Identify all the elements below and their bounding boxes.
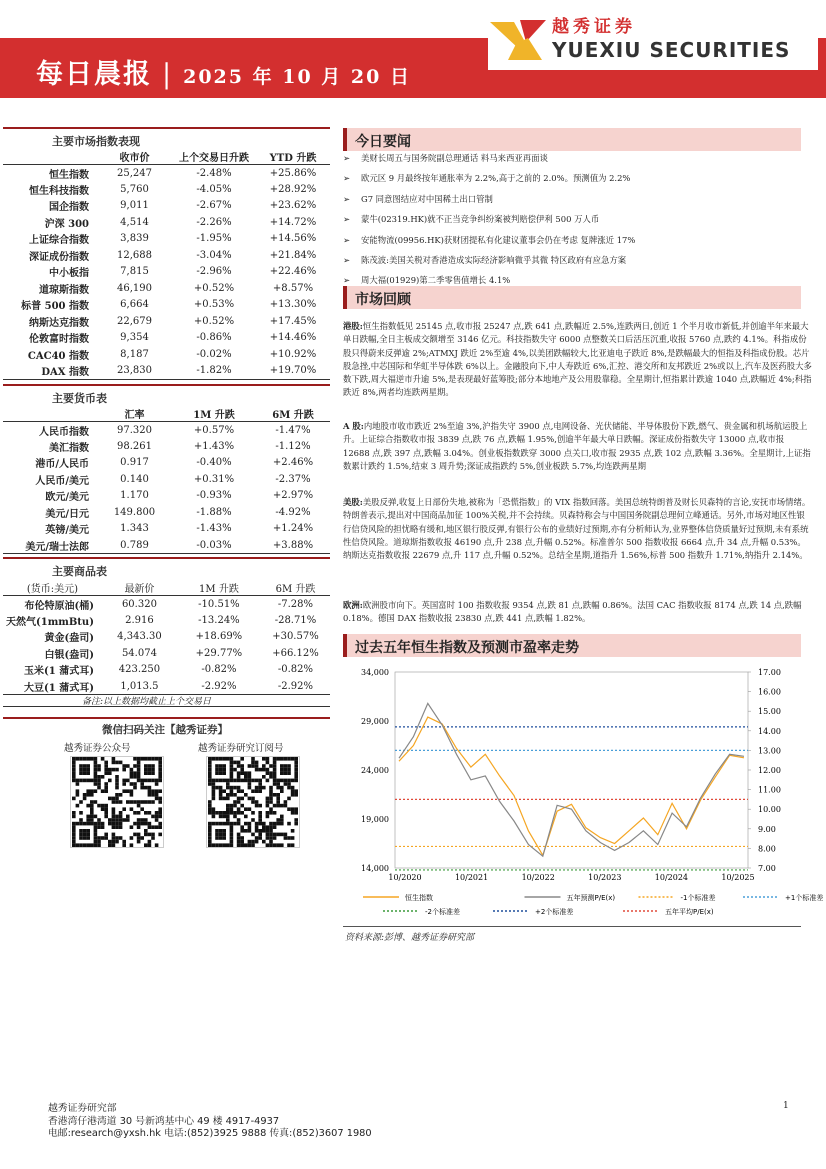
cell-value: 423.250 bbox=[118, 664, 161, 676]
cell-value: +1.24% bbox=[272, 523, 314, 535]
table-row bbox=[3, 612, 330, 629]
col-header: 最新价 bbox=[124, 584, 155, 595]
row-label: 白银(盎司) bbox=[44, 649, 94, 661]
footer-line: 香港湾仔港湾道 30 号新鸿基中心 49 楼 4917-4937 bbox=[48, 1115, 280, 1127]
cell-value: -0.82% bbox=[277, 664, 314, 676]
index-table-title: 主要市场指数表现 bbox=[52, 135, 140, 148]
arrow-bullet-icon: ➢ bbox=[343, 193, 351, 204]
cell-value: -1.95% bbox=[196, 233, 232, 245]
row-label: 英镑/美元 bbox=[45, 525, 89, 537]
col-header: 6M 升跌 bbox=[275, 584, 316, 595]
col-header: 上个交易日升跌 bbox=[179, 153, 249, 164]
chart-header: 过去五年恒生指数及预测市盈率走势 bbox=[343, 634, 801, 657]
table-row bbox=[3, 504, 330, 521]
table-row bbox=[3, 521, 330, 538]
cell-value: +18.69% bbox=[195, 631, 243, 643]
cell-value: -2.37% bbox=[275, 473, 311, 485]
col-header: 汇率 bbox=[124, 410, 145, 421]
table-row bbox=[3, 422, 330, 439]
qr-code-icon[interactable] bbox=[70, 756, 164, 848]
x-tick-label: 10/2024 bbox=[654, 873, 689, 882]
cell-value: 22,679 bbox=[117, 315, 152, 327]
table-row bbox=[3, 264, 330, 281]
news-item[interactable] bbox=[343, 254, 813, 274]
qr-title: 微信扫码关注【越秀证券】 bbox=[102, 724, 228, 736]
arrow-bullet-icon: ➢ bbox=[343, 275, 351, 286]
row-label: 天然气(1mmBtu) bbox=[6, 616, 94, 628]
y-right-tick-label: 12.00 bbox=[758, 766, 781, 775]
cell-value: -1.12% bbox=[275, 440, 311, 452]
y-right-tick-label: 16.00 bbox=[758, 687, 781, 697]
cell-value: +0.31% bbox=[193, 473, 235, 485]
y-right-tick-label: 9.00 bbox=[758, 824, 776, 834]
fx-table bbox=[3, 406, 330, 554]
table-row bbox=[3, 231, 330, 248]
cell-value: +1.43% bbox=[193, 440, 235, 452]
news-text: G7 同意图结应对中国稀土出口管制 bbox=[361, 193, 493, 204]
y-left-tick-label: 14,000 bbox=[361, 864, 389, 873]
cell-value: -28.71% bbox=[274, 614, 317, 626]
cell-value: +3.88% bbox=[272, 539, 314, 551]
row-label: 伦敦富时指数 bbox=[29, 334, 89, 346]
row-label: 欧元/美元 bbox=[45, 492, 89, 504]
news-item[interactable] bbox=[343, 152, 813, 172]
cell-value: +0.52% bbox=[193, 315, 235, 327]
table-row bbox=[3, 629, 330, 646]
table-row bbox=[3, 455, 330, 472]
arrow-bullet-icon: ➢ bbox=[343, 234, 351, 245]
market-review-header: 市场回顾 bbox=[343, 286, 801, 309]
legend-label: -1个标准差 bbox=[680, 894, 716, 902]
cell-value: +19.70% bbox=[269, 365, 317, 376]
y-left-tick-label: 19,000 bbox=[361, 815, 389, 824]
row-label: 恒生科技指数 bbox=[29, 185, 89, 197]
y-right-tick-label: 8.00 bbox=[758, 844, 776, 854]
x-tick-label: 10/2023 bbox=[588, 873, 622, 882]
news-text: 周大福(01929)第二季零售值增长 4.1% bbox=[361, 275, 511, 286]
cell-value: -3.04% bbox=[196, 249, 232, 261]
commodity-table-title: 主要商品表 bbox=[52, 565, 107, 578]
index-table bbox=[3, 149, 330, 380]
cell-value: +2.46% bbox=[272, 457, 314, 469]
row-label: 中小板指 bbox=[49, 268, 89, 280]
cell-value: -10.51% bbox=[198, 598, 240, 610]
row-label: 纳斯达克指数 bbox=[29, 317, 89, 329]
col-header: 1M 升跌 bbox=[199, 584, 239, 595]
news-item[interactable] bbox=[343, 172, 813, 192]
y-right-tick-label: 7.00 bbox=[758, 864, 776, 873]
table-row bbox=[3, 165, 330, 182]
x-tick-label: 10/2025 bbox=[721, 873, 755, 882]
cell-value: -0.93% bbox=[196, 490, 232, 502]
table-row bbox=[3, 471, 330, 488]
cell-value: +8.57% bbox=[272, 282, 314, 294]
divider bbox=[343, 926, 801, 927]
cell-value: +21.84% bbox=[269, 249, 317, 261]
logo-cn: 越秀证券 bbox=[552, 17, 636, 37]
cell-value: 23,830 bbox=[117, 365, 152, 376]
y-right-tick-label: 15.00 bbox=[758, 707, 781, 717]
cell-value: -0.82% bbox=[201, 664, 237, 676]
row-label: CAC40 指数 bbox=[27, 350, 89, 362]
chart-source: 资料来源:彭博、越秀证券研究部 bbox=[345, 933, 475, 943]
divider bbox=[3, 717, 330, 719]
cell-value: +14.46% bbox=[269, 332, 317, 344]
row-label: 大豆(1 蒲式耳) bbox=[24, 682, 94, 694]
table-row bbox=[3, 330, 330, 347]
y-right-tick-label: 11.00 bbox=[758, 785, 781, 795]
x-tick-label: 10/2021 bbox=[454, 873, 489, 882]
table-note: 备注:以上数据均截止上个交易日 bbox=[82, 697, 212, 707]
table-row bbox=[3, 645, 330, 662]
cell-value: 46,190 bbox=[117, 282, 152, 294]
cell-value: 0.140 bbox=[120, 473, 149, 485]
qr-code-icon[interactable] bbox=[206, 756, 300, 848]
cell-value: 97.320 bbox=[117, 424, 152, 436]
table-row bbox=[3, 214, 330, 231]
cell-value: 2.916 bbox=[125, 614, 154, 626]
cell-value: -2.26% bbox=[196, 216, 232, 228]
cell-value: +14.72% bbox=[269, 216, 317, 228]
row-label: 人民币/美元 bbox=[35, 475, 89, 487]
cell-value: 4,343.30 bbox=[117, 631, 162, 643]
row-label: 布伦特原油(桶) bbox=[24, 600, 94, 612]
col-header: 6M 升跌 bbox=[272, 410, 314, 421]
cell-value: +0.53% bbox=[193, 299, 235, 311]
news-item[interactable] bbox=[343, 193, 813, 213]
table-row bbox=[3, 313, 330, 330]
legend-label: +1个标准差 bbox=[785, 894, 824, 902]
col-header: YTD 升跌 bbox=[269, 153, 317, 164]
fx-table-title: 主要货币表 bbox=[52, 392, 107, 405]
cell-value: 7,815 bbox=[120, 266, 149, 278]
cell-value: +17.45% bbox=[269, 315, 317, 327]
row-label: 黄金(盎司) bbox=[44, 633, 94, 645]
x-tick-label: 10/2020 bbox=[388, 873, 422, 882]
news-text: 欧元区 9 月最终按年通胀率为 2.2%,高于之前的 2.0%。预测值为 2.2% bbox=[361, 173, 631, 184]
y-right-tick-label: 13.00 bbox=[758, 746, 781, 756]
table-row bbox=[3, 537, 330, 554]
cell-value: -2.96% bbox=[196, 266, 232, 278]
arrow-bullet-icon: ➢ bbox=[343, 254, 351, 265]
cell-value: -2.67% bbox=[196, 200, 232, 212]
cell-value: 5,760 bbox=[120, 183, 149, 195]
row-label: 美汇指数 bbox=[49, 442, 89, 454]
hk-review: 港股:恒生指数低见 25145 点,收市报 25247 点,跌 641 点,跌幅近 2.5%,连跌两日,创近 1 个半月收市新低,并创逾半年来最大单日跌幅,全日主板成交额增至 3146 亿元。科技指数失守 6000 点整数关口后活压沉重,收报 5760 点,跌约 4.1%。科指成份股只得蔚来反弹逾 2%;ATMXJ 跌近 2%至逾 4%,以美团跌幅较大,比亚迪电子跌近 8%,是跌幅最大的恒指及科指成份股。芯片股急挫,中芯国际和华虹半导体跌 6%以上。金融股向下,中人寿跌近 6%,汇控、港交所和友邦跌近 2%或以上,汽车及医药股大多数下跌,周大福逆市升逾 5%,是表现最好蓝筹股;部分本地地产及公用股靠稳。全星期计,恒指累计跌逾 1040 点,跌幅近 4%;科指跌近 8%,两者均连跌两星期。 bbox=[343, 321, 812, 398]
cell-value: 9,011 bbox=[120, 200, 149, 212]
footer bbox=[48, 1103, 372, 1141]
cell-value: -4.92% bbox=[275, 506, 311, 518]
cell-value: +0.57% bbox=[193, 424, 235, 436]
news-text: 陈茂波:美国关税对香港造成实际经济影响微乎其微 特区政府有应急方案 bbox=[361, 254, 627, 265]
us-review: 美股:美股反弹,收复上日部份失地,被称为「恐慌指数」的 VIX 指数回落。美国总统特朗普及财长贝森特的言论,安抚市场情绪。特朗普表示,提出对中国商品加征 100%关税,并不会持续。贝森特称会与中国国务院副总理何立峰通话。另外,市场对地区性银行信贷风险的担忧略有缓和,地区银行股反弹,有银行公布的业绩好过预期,亦有分析师认为,业界整体信贷质量好过预期,未有系统性信贷风险。道琼斯指数收报 46190 点,升 238 点,升幅 0.52%。标准普尔 500 指数收报 6664 点,升 34 点,升幅 0.53%。纳斯达克指数收报 22679 点,升 117 点,升幅 0.52%。总结全星期,道指升 1.56%,标普 500 指数升 1.71%,纳指升 2.14%。 bbox=[343, 497, 811, 561]
arrow-bullet-icon: ➢ bbox=[343, 153, 351, 163]
cell-value: -1.88% bbox=[196, 506, 232, 518]
y-left-tick-label: 34,000 bbox=[361, 668, 389, 677]
cell-value: -1.43% bbox=[196, 523, 232, 535]
cell-value: +10.92% bbox=[269, 348, 317, 360]
commodity-table bbox=[3, 580, 330, 695]
cell-value: 149.800 bbox=[113, 506, 156, 518]
cell-value: 60.320 bbox=[121, 598, 157, 610]
legend-label: +2个标准差 bbox=[535, 908, 574, 916]
row-label: 人民币指数 bbox=[39, 426, 89, 438]
cell-value: 1.343 bbox=[120, 523, 149, 535]
cell-value: 98.261 bbox=[117, 440, 152, 452]
a-share-review: A 股:内地股市收市跌近 2%至逾 3%,沪指失守 3900 点,电网设备、光伏储能、半导体股份下跌,燃气、贵金属和机场航运股上升。上证综合指数收市报 3839 点,跌 76 点,跌幅 1.95%,创逾半年最大单日跌幅。深证成份指数失守 13000 点,收市报 12688 点,跌 397 点,跌幅 3.04%。创业板指数跌穿 3000 点关口,收市报 2935 点,跌 102 点,跌幅 3.36%。全星期计,上证指数累计跌约 1.5%,结束 3 周升势;深证成指跌约 5%,创业板跌 5.7%,均连跌两星期 bbox=[343, 421, 811, 471]
row-label: DAX 指数 bbox=[41, 367, 89, 378]
divider bbox=[3, 384, 330, 386]
cell-value: 1,013.5 bbox=[120, 680, 159, 692]
page-number: 1 bbox=[783, 1101, 789, 1111]
hsi-pe-chart bbox=[343, 660, 824, 925]
cell-value: -7.28% bbox=[277, 598, 314, 610]
table-row bbox=[3, 363, 330, 380]
cell-value: +13.30% bbox=[269, 299, 317, 311]
today-news-header: 今日要闻 bbox=[343, 128, 801, 151]
cell-value: +14.56% bbox=[269, 233, 317, 245]
news-text: 安能物流(09956.HK)获财团提私有化建议董事会仍在考虑 复牌涨近 17% bbox=[361, 234, 636, 245]
cell-value: +30.57% bbox=[272, 631, 319, 643]
cell-value: 9,354 bbox=[120, 332, 149, 344]
cell-value: -1.47% bbox=[275, 424, 311, 436]
legend-label: 五年预测P/E(x) bbox=[566, 894, 616, 902]
row-label: 美元/日元 bbox=[45, 508, 89, 520]
eu-review: 欧洲:欧洲股市向下。英国富时 100 指数收报 9354 点,跌 81 点,跌幅 0.86%。法国 CAC 指数收报 8174 点,跌 14 点,跌幅 0.18%。德国 DAX 指数收报 23830 点,跌 441 点,跌幅 1.82%。 bbox=[343, 600, 802, 624]
row-label: 沪深 300 bbox=[44, 218, 89, 230]
footer-line: 电邮:research@yxsh.hk 电话:(852)3925 9888 传真:(852)3607 1980 bbox=[48, 1128, 372, 1139]
y-right-tick-label: 17.00 bbox=[758, 668, 781, 677]
logo-icon bbox=[488, 18, 548, 64]
row-label: 玉米(1 蒲式耳) bbox=[24, 666, 94, 678]
cell-value: 4,514 bbox=[120, 216, 149, 228]
qr-left-label: 越秀证券公众号 bbox=[64, 743, 131, 754]
cell-value: 3,839 bbox=[120, 233, 149, 245]
cell-value: +2.97% bbox=[272, 490, 314, 502]
arrow-bullet-icon: ➢ bbox=[343, 214, 351, 225]
table-row bbox=[3, 678, 330, 695]
y-left-tick-label: 24,000 bbox=[361, 766, 389, 775]
y-right-tick-label: 10.00 bbox=[758, 805, 781, 815]
cell-value: -0.40% bbox=[196, 457, 232, 469]
table-row bbox=[3, 181, 330, 198]
cell-value: +66.12% bbox=[272, 647, 319, 659]
cell-value: -0.02% bbox=[196, 348, 232, 360]
arrow-bullet-icon: ➢ bbox=[343, 173, 351, 184]
cell-value: -0.86% bbox=[196, 332, 232, 344]
cell-value: +25.86% bbox=[269, 167, 317, 179]
table-row bbox=[3, 596, 330, 613]
divider bbox=[3, 127, 330, 129]
table-row bbox=[3, 198, 330, 215]
news-text: 蒙牛(02319.HK)就不正当竞争纠纷案被判赔偿伊利 500 万人币 bbox=[361, 214, 600, 225]
cell-value: +0.52% bbox=[193, 282, 235, 294]
col-header: 收市价 bbox=[119, 153, 150, 164]
plot-frame bbox=[395, 672, 748, 868]
cell-value: -1.82% bbox=[196, 365, 232, 376]
y-right-tick-label: 14.00 bbox=[758, 726, 781, 736]
legend-label: -2个标准差 bbox=[425, 908, 460, 916]
series-line bbox=[399, 717, 744, 855]
cell-value: -2.92% bbox=[277, 680, 314, 692]
row-label: 标普 500 指数 bbox=[21, 301, 89, 313]
cell-value: -2.92% bbox=[201, 680, 237, 692]
table-row bbox=[3, 247, 330, 264]
cell-value: 0.789 bbox=[120, 539, 149, 551]
cell-value: -13.24% bbox=[198, 614, 240, 626]
news-text: 美财长周五与国务院副总理通话 料马来西亚再面谈 bbox=[361, 153, 548, 163]
row-label: 国企指数 bbox=[49, 202, 89, 214]
row-label: 恒生指数 bbox=[49, 169, 89, 181]
cell-value: -0.03% bbox=[196, 539, 232, 551]
col-header: 1M 升跌 bbox=[193, 410, 235, 421]
cell-value: 6,664 bbox=[120, 299, 149, 311]
cell-value: 1.170 bbox=[120, 490, 149, 502]
legend-label: 五年平均P/E(x) bbox=[665, 908, 714, 916]
cell-value: 0.917 bbox=[120, 457, 149, 469]
logo-en: YUEXIU SECURITIES bbox=[552, 38, 791, 62]
qr-right-label: 越秀证券研究订阅号 bbox=[198, 743, 284, 754]
row-label: 美元/瑞士法郎 bbox=[25, 541, 89, 553]
table-row bbox=[3, 438, 330, 455]
x-tick-label: 10/2022 bbox=[521, 873, 555, 882]
footer-line: 越秀证券研究部 bbox=[48, 1103, 117, 1114]
row-label: 港币/人民币 bbox=[35, 459, 89, 471]
page-title: 每日晨报 | 2025 年 10 月 20 日 bbox=[36, 59, 411, 90]
cell-value: +28.92% bbox=[269, 183, 317, 195]
y-left-tick-label: 29,000 bbox=[361, 717, 389, 726]
table-row bbox=[3, 662, 330, 679]
table-row bbox=[3, 488, 330, 505]
cell-value: 12,688 bbox=[117, 249, 152, 261]
news-list bbox=[343, 152, 813, 295]
news-item[interactable] bbox=[343, 234, 813, 254]
news-item[interactable] bbox=[343, 213, 813, 233]
table-row bbox=[3, 346, 330, 363]
row-label: 上证综合指数 bbox=[29, 235, 89, 247]
cell-value: -4.05% bbox=[196, 183, 232, 195]
cell-value: +22.46% bbox=[269, 266, 317, 278]
cell-value: 8,187 bbox=[120, 348, 149, 360]
table-row bbox=[3, 297, 330, 314]
legend-label: 恒生指数 bbox=[405, 894, 433, 902]
row-label: 深证成份指数 bbox=[29, 251, 89, 263]
cell-value: 54.074 bbox=[121, 647, 157, 659]
cell-value: 25,247 bbox=[117, 167, 152, 179]
table-row bbox=[3, 280, 330, 297]
row-label: 道琼斯指数 bbox=[39, 284, 89, 296]
cell-value: +23.62% bbox=[269, 200, 317, 212]
col-header: (货币:美元) bbox=[26, 584, 79, 595]
cell-value: -2.48% bbox=[196, 167, 232, 179]
divider bbox=[3, 557, 330, 559]
cell-value: +29.77% bbox=[195, 647, 243, 659]
